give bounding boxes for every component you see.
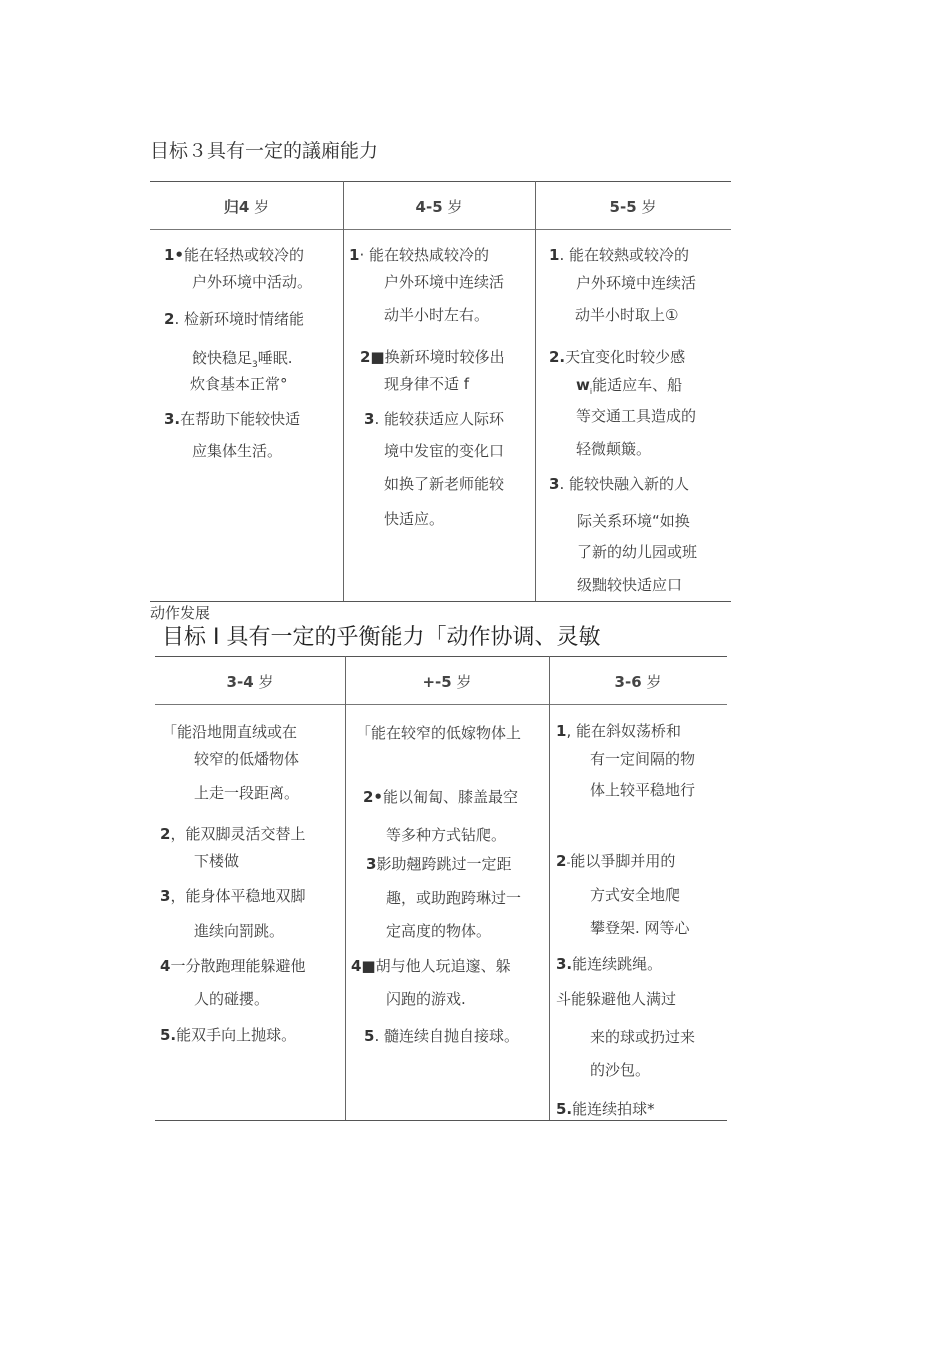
list-item: 3.能连续跳绳。 <box>556 955 663 973</box>
table1-title: 目标３具有一定的議廂能力 <box>150 140 379 162</box>
table2-divider-2 <box>549 656 550 1120</box>
table1-bottom-border <box>150 601 731 602</box>
list-item: 4■胡与他人玩追邃、躲 <box>351 957 511 975</box>
table1-header-col1: 归4 岁 <box>223 198 270 216</box>
list-item: 户外环境中连续活 <box>384 273 505 291</box>
table1-header-border <box>150 229 731 230</box>
table2-top-border <box>155 656 727 657</box>
list-item: 闪跑的游戏. <box>386 990 466 1008</box>
table1-top-border <box>150 181 731 182</box>
table2-title: 目标 I 具有一定的乎衡能力「动作协调、灵敏 <box>162 625 601 650</box>
list-item: 际关系环境“如换 <box>577 512 690 530</box>
list-item: 2.天宜变化时较少感 <box>549 348 686 366</box>
table2-header-border <box>155 704 727 705</box>
list-item: 進续向罰跳。 <box>194 922 285 940</box>
list-item: 的沙包。 <box>590 1061 651 1079</box>
list-item: 1. 能在较熱或较冷的 <box>549 246 689 264</box>
list-item: 3，能身体平稳地双脚 <box>160 887 306 905</box>
list-item: 3影助翹跨跳过一定距 <box>366 855 512 873</box>
list-item: 5.能连续拍球* <box>556 1100 655 1118</box>
list-item: 现身律不适 f <box>384 375 470 393</box>
list-item: 轻微颠簸。 <box>576 440 652 458</box>
list-item: 人的碰攖。 <box>194 990 270 1008</box>
list-item: 3. 能较快融入新的人 <box>549 475 689 493</box>
list-item: 较窄的低燔物体 <box>194 750 300 768</box>
list-item: 1, 能在斜奴荡桥和 <box>556 722 681 740</box>
table2-header-col2: +-5 岁 <box>422 673 472 691</box>
table2-header-col1: 3-4 岁 <box>226 673 274 691</box>
list-item: 等交通工具造成的 <box>576 407 697 425</box>
table1-divider-1 <box>343 181 344 601</box>
section-label: 动作发展 <box>150 604 211 622</box>
list-item: 定高度的物体。 <box>386 922 492 940</box>
list-item: 动半小时左右。 <box>384 306 490 324</box>
list-item: 餃快稳足$_3$唾眠. <box>192 349 293 370</box>
table2-header-col3: 3-6 岁 <box>614 673 662 691</box>
list-item: 如换了新老师能较 <box>384 475 505 493</box>
list-item: 应集体生活。 <box>192 442 283 460</box>
table2-divider-1 <box>345 656 346 1120</box>
list-item: $w_i$能适应车、船 <box>576 376 683 396</box>
list-item: 了新的幼儿园或班 <box>577 543 698 561</box>
list-item: 2. 检新环境时情绪能 <box>164 310 304 328</box>
list-item: 趣，或助跑跨琳过一 <box>386 889 522 907</box>
table2-bottom-border <box>155 1120 727 1121</box>
list-item: 2•能以匍匐、膝盖最空 <box>363 788 519 806</box>
list-item: 户外环境中活动。 <box>192 273 313 291</box>
list-item: 户外环境中连续活 <box>576 274 697 292</box>
list-item: 动半小时取上① <box>575 306 679 324</box>
list-item: 级黜较快适应口 <box>577 576 683 594</box>
list-item: 2-能以爭脚并用的 <box>556 852 676 870</box>
list-item: 「能在较窄的低嫁物体上 <box>356 724 522 742</box>
list-item: 快适应。 <box>384 510 445 528</box>
table1-header-col3: 5-5 岁 <box>609 198 657 216</box>
list-item: 攀登架. 网等心 <box>590 919 690 937</box>
list-item: 1· 能在较热咸较冷的 <box>349 246 489 264</box>
list-item: 有一定间隔的物 <box>590 750 696 768</box>
list-item: 4一分散跑理能躲避他 <box>160 957 306 975</box>
table1-divider-2 <box>535 181 536 601</box>
list-item: 1•能在轻热或较冷的 <box>164 246 305 264</box>
list-item: 2，能双脚灵活交替上 <box>160 825 306 843</box>
list-item: 炊食基本正常° <box>190 375 288 393</box>
list-item: 来的球或扔过来 <box>590 1028 696 1046</box>
list-item: 体上较平稳地行 <box>590 781 696 799</box>
list-item: 斗能躲避他人满过 <box>556 990 677 1008</box>
list-item: 「能沿地閒直绒或在 <box>162 723 298 741</box>
list-item: 3.在帮助下能较快适 <box>164 410 301 428</box>
list-item: 5.能双手向上抛球。 <box>160 1026 297 1044</box>
list-item: 下楼做 <box>194 852 240 870</box>
table1-header-col2: 4-5 岁 <box>415 198 463 216</box>
list-item: 方式安全地爬 <box>590 886 681 904</box>
list-item: 境中发宦的变化口 <box>384 442 505 460</box>
list-item: 等多种方式钻爬。 <box>386 826 507 844</box>
list-item: 3. 能较获适应人际环 <box>364 410 504 428</box>
list-item: 2■换新环境时较侈出 <box>360 348 505 366</box>
list-item: 5. 髓连续自抛自接球。 <box>364 1027 519 1045</box>
list-item: 上走一段距离。 <box>194 784 300 802</box>
